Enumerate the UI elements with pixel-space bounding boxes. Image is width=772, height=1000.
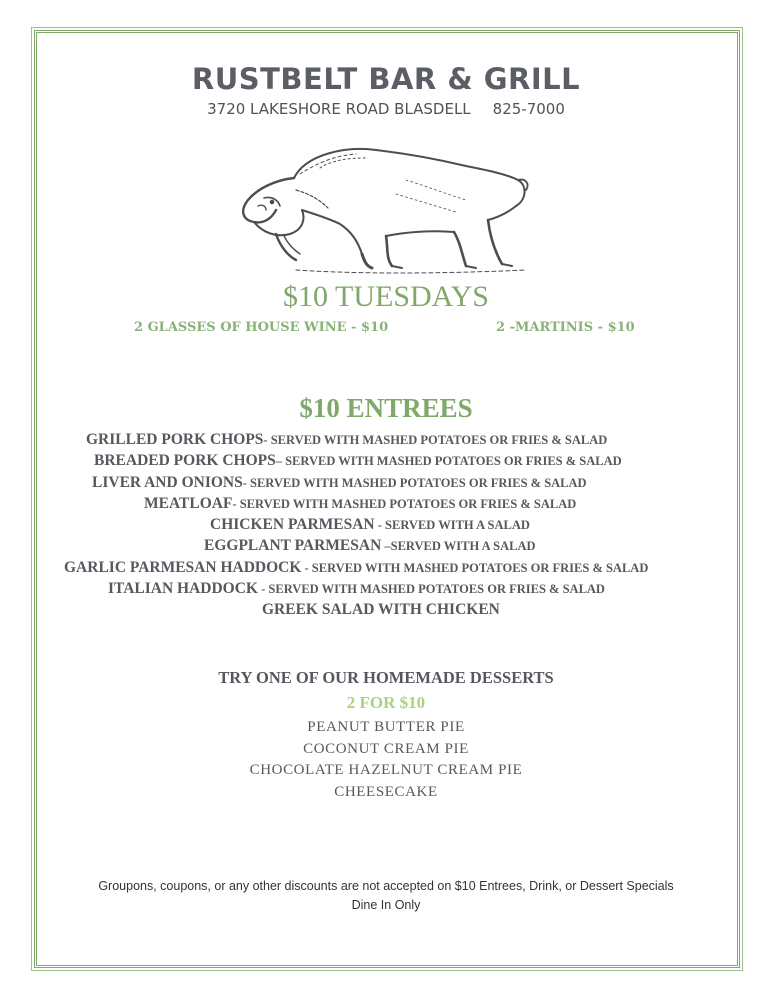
bison-icon (236, 140, 532, 280)
entree-name: CHICKEN PARMESAN (210, 516, 375, 534)
entree-description: –SERVED WITH A SALAD (381, 539, 536, 554)
entree-item (0, 578, 772, 599)
dine-in-note: Dine In Only (351, 898, 421, 912)
entree-name: GREEK SALAD WITH CHICKEN (262, 601, 500, 619)
promo-title: $10 TUESDAYS (283, 280, 489, 313)
entree-description: - SERVED WITH MASHED POTATOES OR FRIES & SALAD (232, 496, 577, 511)
entree-item (0, 514, 772, 535)
entree-item (0, 493, 772, 514)
desserts-offer: 2 FOR $10 (346, 693, 426, 712)
entree-item (0, 450, 772, 471)
entree-name: MEATLOAF (144, 494, 233, 512)
entree-name: GRILLED PORK CHOPS (86, 431, 264, 448)
dessert-item: PEANUT BUTTER PIE (307, 719, 465, 735)
entree-item (0, 429, 772, 450)
drink-special-wine: 2 GLASSES OF HOUSE WINE - $10 (134, 320, 389, 335)
entree-name: GARLIC PARMESAN HADDOCK (64, 558, 302, 576)
entree-description: - SERVED WITH MASHED POTATOES OR FRIES & SALAD (263, 433, 608, 447)
dessert-list (0, 717, 772, 803)
entree-description: - SERVED WITH MASHED POTATOES OR FRIES & SALAD (301, 560, 649, 575)
dessert-item: COCONUT CREAM PIE (303, 740, 469, 757)
phone-number: 825-7000 (492, 100, 565, 118)
drink-special-martini: 2 -MARTINIS - $10 (496, 320, 635, 335)
entree-name: LIVER AND ONIONS (92, 473, 243, 491)
entree-list (0, 429, 772, 621)
discount-disclaimer: Groupons, coupons, or any other discounts are not accepted on $10 Entrees, Drink, or Dessert Specials (98, 879, 674, 893)
entree-name: EGGPLANT PARMESAN (204, 537, 382, 555)
entree-name: BREADED PORK CHOPS (94, 452, 276, 470)
entrees-title: $10 ENTREES (299, 393, 473, 423)
restaurant-name: RUSTBELT BAR & GRILL (191, 62, 581, 96)
entree-item (0, 557, 772, 578)
entree-item (0, 535, 772, 556)
entree-description: – SERVED WITH MASHED POTATOES OR FRIES & SALAD (275, 454, 622, 469)
dessert-item: CHOCOLATE HAZELNUT CREAM PIE (249, 762, 523, 778)
street-address: 3720 LAKESHORE ROAD BLASDELL (207, 100, 471, 118)
entree-name: ITALIAN HADDOCK (108, 580, 258, 598)
entree-description: - SERVED WITH MASHED POTATOES OR FRIES & SALAD (242, 475, 587, 490)
footer (0, 877, 772, 915)
entree-description: - SERVED WITH A SALAD (374, 518, 530, 533)
entree-item (0, 599, 772, 620)
address-line (0, 100, 772, 118)
entree-item (0, 472, 772, 493)
entree-description: - SERVED WITH MASHED POTATOES OR FRIES & SALAD (258, 582, 605, 597)
desserts-title: TRY ONE OF OUR HOMEMADE DESSERTS (218, 668, 554, 687)
dessert-item: CHEESECAKE (334, 783, 438, 800)
